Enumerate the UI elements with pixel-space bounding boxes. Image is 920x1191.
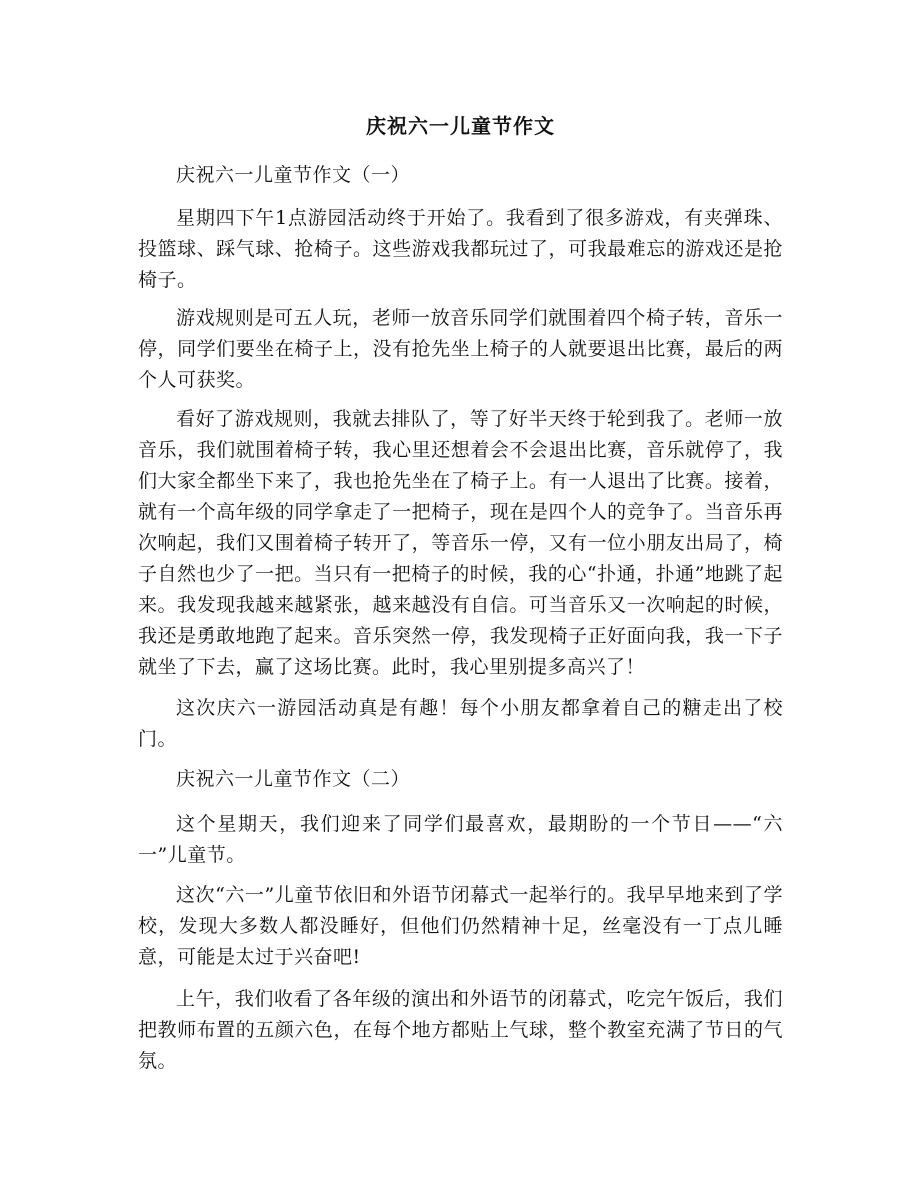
paragraph: 这个星期天，我们迎来了同学们最喜欢，最期盼的一个节日——“六一”儿童节。 xyxy=(138,813,783,866)
paragraph: 游戏规则是可五人玩，老师一放音乐同学们就围着四个椅子转，音乐一停，同学们要坐在椅子上，没有抢先坐上椅子的人就要退出比赛，最后的两个人可获奖。 xyxy=(138,307,783,391)
paragraph: 看好了游戏规则，我就去排队了，等了好半天终于轮到我了。老师一放音乐，我们就围着椅子转，我心里还想着会不会退出比赛，音乐就停了，我们大家全都坐下来了，我也抢先坐在了椅子上。有一人退出了比赛。接着，就有一个高年级的同学拿走了一把椅子，现在是四个人的竞争了。当音乐再次响起，我们又围着椅子转开了，等音乐一停，又有一位小朋友出局了，椅子自然也少了一把。当只有一把椅子的时候，我的心“扑通，扑通”地跳了起来。我发现我越来越紧张，越来越没有自信。可当音乐又一次响起的时候，我还是勇敢地跑了起来。音乐突然一停，我发现椅子正好面向我，我一下子就坐了下去，赢了这场比赛。此时，我心里别提多高兴了！ xyxy=(138,408,783,678)
paragraph: 这次“六一”儿童节依旧和外语节闭幕式一起举行的。我早早地来到了学校，发现大多数人都没睡好，但他们仍然精神十足，丝毫没有一丁点儿睡意，可能是太过于兴奋吧! xyxy=(138,884,783,968)
paragraph: 这次庆六一游园活动真是有趣！每个小朋友都拿着自己的糖走出了校门。 xyxy=(138,697,783,750)
paragraph: 上午，我们收看了各年级的演出和外语节的闭幕式，吃完午饭后，我们把教师布置的五颜六色，在每个地方都贴上气球，整个教室充满了节日的气氛。 xyxy=(138,988,783,1072)
paragraph: 星期四下午1点游园活动终于开始了。我看到了很多游戏，有夹弹珠、投篮球、踩气球、抢椅子。这些游戏我都玩过了，可我最难忘的游戏还是抢椅子。 xyxy=(138,207,783,291)
document-title: 庆祝六一儿童节作文 xyxy=(366,114,555,138)
section-heading: 庆祝六一儿童节作文（一） xyxy=(176,164,411,186)
section-heading: 庆祝六一儿童节作文（二） xyxy=(176,768,411,790)
